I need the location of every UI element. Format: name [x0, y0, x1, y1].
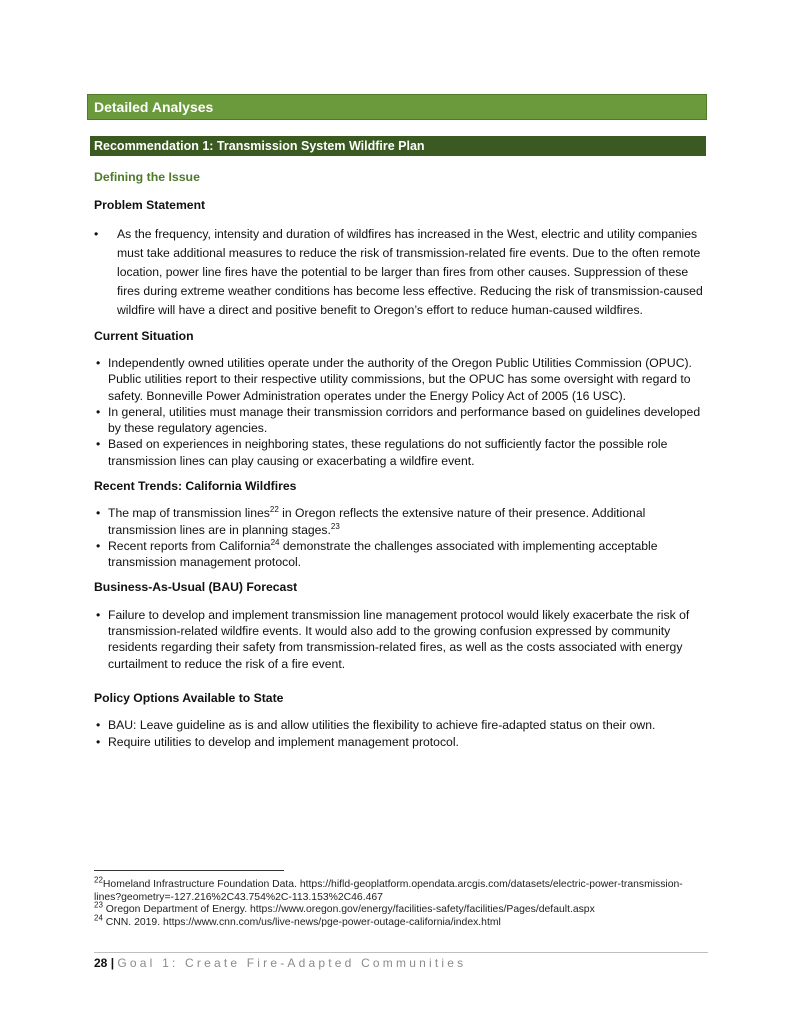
- footnote-text[interactable]: CNN. 2019. https://www.cnn.com/us/live-news/pge-power-outage-california/index.html: [102, 916, 501, 928]
- footnote: [94, 875, 708, 904]
- current-situation-list: [94, 355, 708, 469]
- footnote-ref[interactable]: 22: [269, 505, 279, 515]
- list-item: • In general, utilities must manage their transmission corridors and performance based on guidelines developed by these regulatory agencies.: [94, 404, 708, 437]
- list-item: • Based on experiences in neighboring states, these regulations do not sufficiently factor the possible role transmission lines can play causing or exacerbating a wildfire event.: [94, 436, 708, 469]
- recent-trends-list: [94, 505, 708, 570]
- problem-statement-heading: Problem Statement: [94, 198, 206, 213]
- footnote-text[interactable]: Homeland Infrastructure Foundation Data. https://hifld-geoplatform.opendata.arcgis.com/datasets/electric-power-transmission-lines?geometry=-127.216%2C43.754%2C-113.153%2C46.467: [94, 879, 683, 903]
- footnote-number: 23: [94, 900, 103, 910]
- current-situation-heading: Current Situation: [94, 328, 194, 343]
- footnote-text[interactable]: Oregon Department of Energy. https://www.oregon.gov/energy/facilities-safety/facilities/Pages/default.aspx: [102, 904, 595, 916]
- policy-options-heading: Policy Options Available to State: [94, 690, 284, 705]
- footer-separator: |: [107, 956, 118, 970]
- item-text: Recent reports from California: [108, 538, 271, 553]
- list-item: [94, 505, 708, 538]
- footnotes: [94, 875, 708, 929]
- list-item: • BAU: Leave guideline as is and allow utilities the flexibility to achieve fire-adapted status on their own.: [94, 717, 708, 733]
- footnote: [94, 900, 708, 917]
- footnote-ref[interactable]: 24: [270, 537, 280, 547]
- list-item: • Independently owned utilities operate under the authority of the Oregon Public Utilities Commission (OPUC). Public utilities report to their respective utility commissions, but the OPUC has some oversight with regard to safety. Bonneville Power Administration operates under the Energy Policy Act of 2005 (16 USC).: [94, 355, 708, 404]
- page-number: 28: [94, 956, 108, 970]
- problem-statement-list: [94, 225, 708, 321]
- footnote-number: 22: [94, 875, 103, 885]
- footnote-divider: [94, 870, 284, 871]
- section-banner: Detailed Analyses: [87, 94, 707, 120]
- bau-forecast-heading: Business-As-Usual (BAU) Forecast: [94, 580, 298, 595]
- page-footer: [94, 955, 466, 971]
- recent-trends-heading: Recent Trends: California Wildfires: [94, 478, 297, 493]
- list-item: • Failure to develop and implement transmission line management protocol would likely exacerbate the risk of transmission-related wildfire events. It would also add to the growing confusion expressed by community residents regarding their safety from transmission-related fires, as well as the costs associated with energy curtailment to reduce the risk of a fire event.: [94, 607, 708, 672]
- footer-title: Goal 1: Create Fire-Adapted Communities: [117, 956, 467, 970]
- policy-options-list: [94, 717, 708, 750]
- footnote-ref[interactable]: 23: [330, 521, 340, 531]
- list-item: • Require utilities to develop and implement management protocol.: [94, 734, 708, 750]
- list-item: • As the frequency, intensity and duration of wildfires has increased in the West, electric and utility companies must take additional measures to reduce the risk of transmission-related fire events. Due to the often remote location, power line fires have the potential to be larger than fires from other causes. Suppression of these fires during extreme weather conditions has become less effective. Reducing the risk of transmission-caused wildfire will have a direct and positive benefit to Oregon’s effort to reduce human-caused wildfires.: [94, 225, 708, 321]
- footnote-number: 24: [94, 913, 103, 923]
- main-content: [94, 166, 708, 759]
- footnote: [94, 913, 708, 930]
- recommendation-banner: Recommendation 1: Transmission System Wildfire Plan: [90, 136, 706, 156]
- list-item: [94, 538, 708, 571]
- footer-divider: [94, 952, 708, 953]
- item-text: in Oregon reflects the extensive nature of their presence. Additional transmission lines are in planning stages.: [108, 506, 646, 537]
- item-text: demonstrate the challenges associated with implementing acceptable transmission management protocol.: [108, 538, 658, 570]
- item-text: The map of transmission lines: [108, 506, 270, 521]
- bau-forecast-list: [94, 607, 708, 672]
- defining-issue-heading: Defining the Issue: [94, 170, 200, 184]
